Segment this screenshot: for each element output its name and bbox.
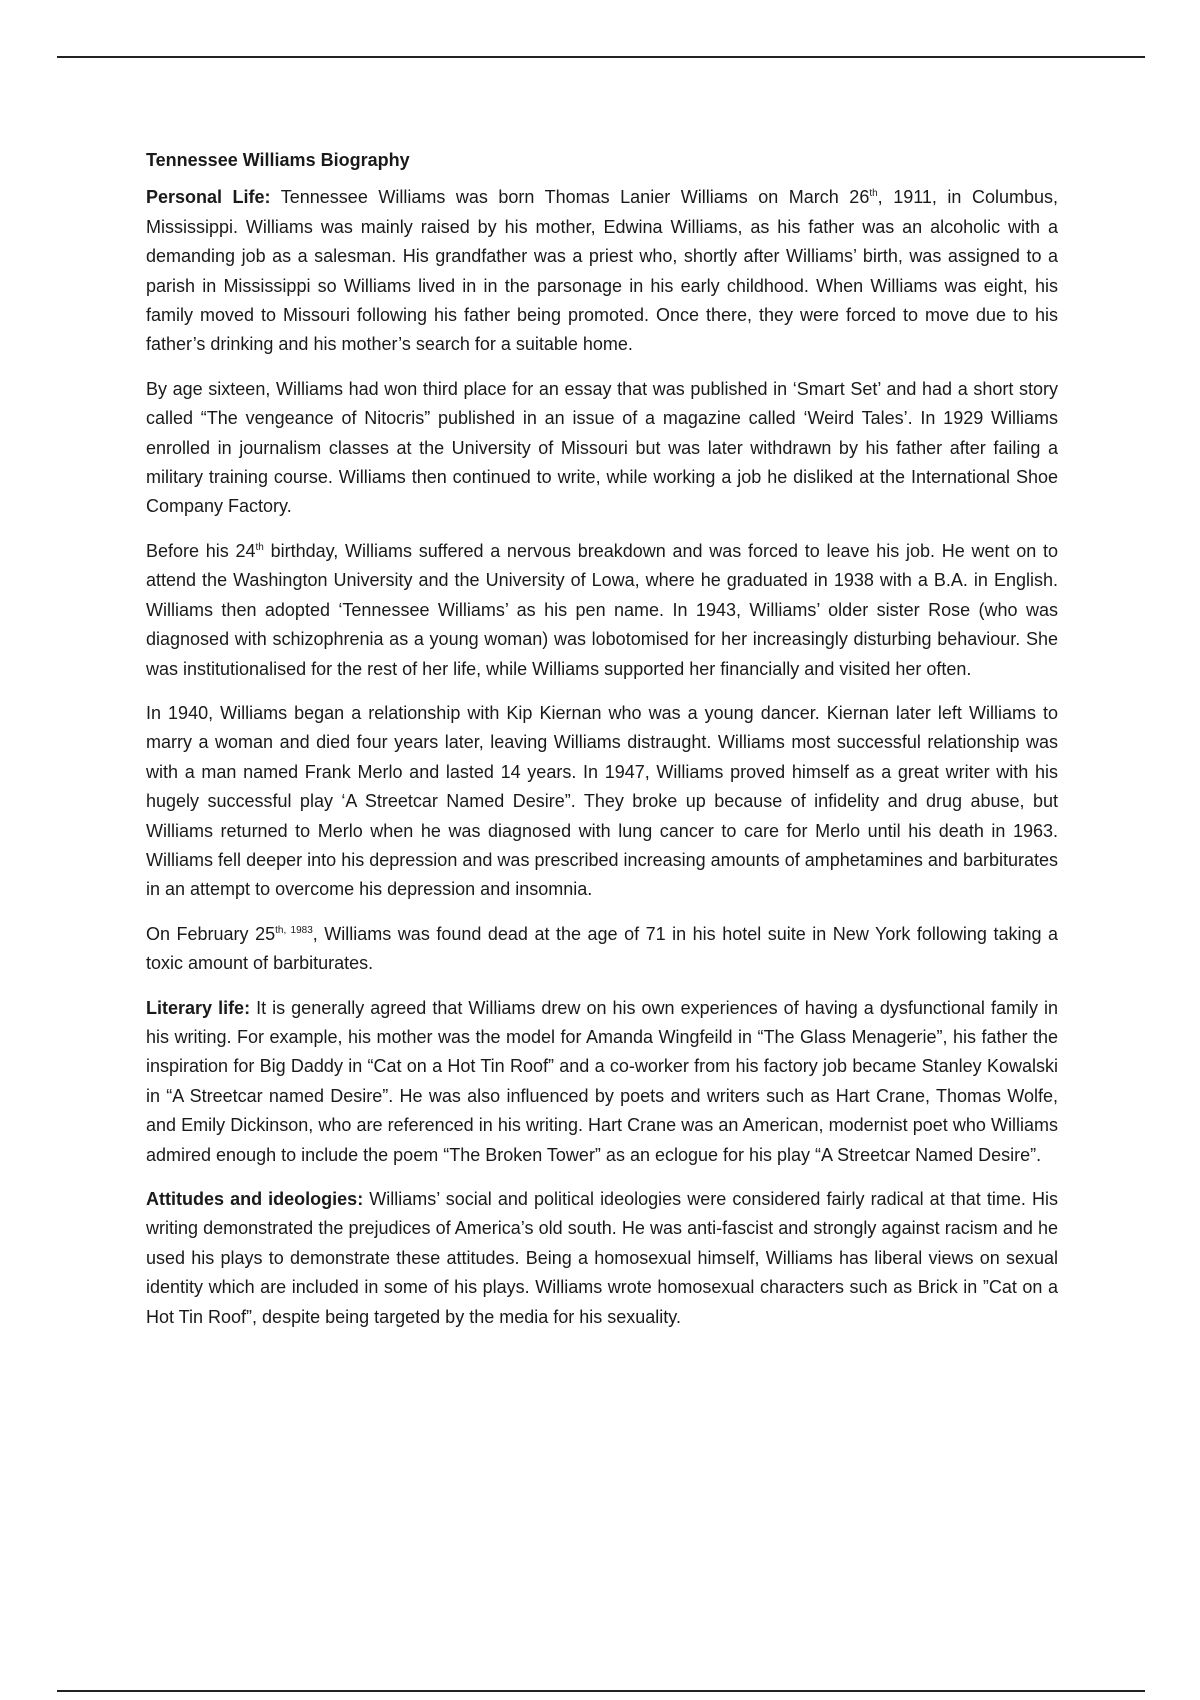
paragraph-early-career: By age sixteen, Williams had won third place for an essay that was published in ‘Smart Set’ and had a short story called “The vengeance of Nitocris” published in an issue of a magazine called ‘Weird Tales’. In 1929 Williams enrolled in journalism classes at the University of Missouri but was later withdrawn by his father after failing a military training course. Williams then continued to write, while working a job he disliked at the International Shoe Company Factory. [146, 378, 1058, 517]
document-title: Tennessee Williams Biography [146, 150, 410, 170]
section-heading-personal-life: Personal Life: [146, 187, 271, 208]
superscript: th [869, 188, 878, 200]
paragraph-text: On February 25 [146, 923, 276, 944]
paragraph-text: birthday, Williams suffered a nervous breakdown and was forced to leave his job. He went on to attend the Washington University and the University of Lowa, where he graduated in 1938 with a B.A. in English. Williams then adopted ‘Tennessee Williams’ as his pen name. In 1943, Williams’ older sister Rose (who was diagnosed with schizophrenia as a young woman) was lobotomised for her increasingly disturbing behaviour. She was institutionalised for the rest of her life, while Williams supported her financially and visited her often. [146, 540, 1058, 679]
paragraph-relationships: In 1940, Williams began a relationship with Kip Kiernan who was a young dancer. Kiernan later left Williams to marry a woman and died four years later, leaving Williams distraught. Williams most successful relationship was with a man named Frank Merlo and lasted 14 years. In 1947, Williams proved himself as a great writer with his hugely successful play ‘A Streetcar Named Desire”. They broke up because of infidelity and drug abuse, but Williams returned to Merlo when he was diagnosed with lung cancer to care for Merlo until his death in 1963. Williams fell deeper into his depression and was prescribed increasing amounts of amphetamines and barbiturates in an attempt to overcome his depression and insomnia. [146, 702, 1058, 900]
bottom-rule [57, 1690, 1145, 1692]
paragraph-attitudes [146, 1185, 1058, 1332]
top-rule [57, 56, 1145, 58]
section-heading-literary-life: Literary life: [146, 997, 251, 1018]
paragraph-personal-life [146, 183, 1058, 359]
document-body [146, 146, 1058, 1347]
superscript: th [255, 541, 264, 553]
paragraph-death [146, 920, 1058, 979]
paragraph-text: Tennessee Williams was born Thomas Lanier Williams on March 26 [270, 187, 870, 208]
paragraph-text: , Williams was found dead at the age of 71 in his hotel suite in New York following taking a toxic amount of barbiturates. [146, 923, 1059, 974]
paragraph-education [146, 537, 1058, 684]
paragraph-literary-life [146, 994, 1058, 1170]
section-heading-attitudes: Attitudes and ideologies: [146, 1189, 364, 1209]
paragraph-text: , 1911, in Columbus, Mississippi. Williams was mainly raised by his mother, Edwina Williams, as his father was an alcoholic with a demanding job as a salesman. His grandfather was a priest who, shortly after Williams’ birth, was assigned to a parish in Mississippi so Williams lived in in the parsonage in his early childhood. When Williams was eight, his family moved to Missouri following his father being promoted. Once there, they were forced to move due to his father’s drinking and his mother’s search for a suitable home. [146, 187, 1058, 355]
paragraph-text: It is generally agreed that Williams drew on his own experiences of having a dysfunctional family in his writing. For example, his mother was the model for Amanda Wingfeild in “The Glass Menagerie”, his father the inspiration for Big Daddy in “Cat on a Hot Tin Roof” and a co-worker from his factory job became Stanley Kowalski in “A Streetcar named Desire”. He was also influenced by poets and writers such as Hart Crane, Thomas Wolfe, and Emily Dickinson, who are referenced in his writing. Hart Crane was an American, modernist poet who Williams admired enough to include the poem “The Broken Tower” as an eclogue for his play “A Streetcar Named Desire”. [146, 997, 1058, 1165]
paragraph-text: Before his 24 [146, 540, 256, 561]
paragraph-text: Williams’ social and political ideologies were considered fairly radical at that time. His writing demonstrated the prejudices of America’s old south. He was anti-fascist and strongly against racism and he used his plays to demonstrate these attitudes. Being a homosexual himself, Williams has liberal views on sexual identity which are included in some of his plays. Williams wrote homosexual characters such as Brick in ”Cat on a Hot Tin Roof”, despite being targeted by the media for his sexuality. [146, 1189, 1058, 1327]
superscript: th, 1983 [275, 924, 313, 936]
